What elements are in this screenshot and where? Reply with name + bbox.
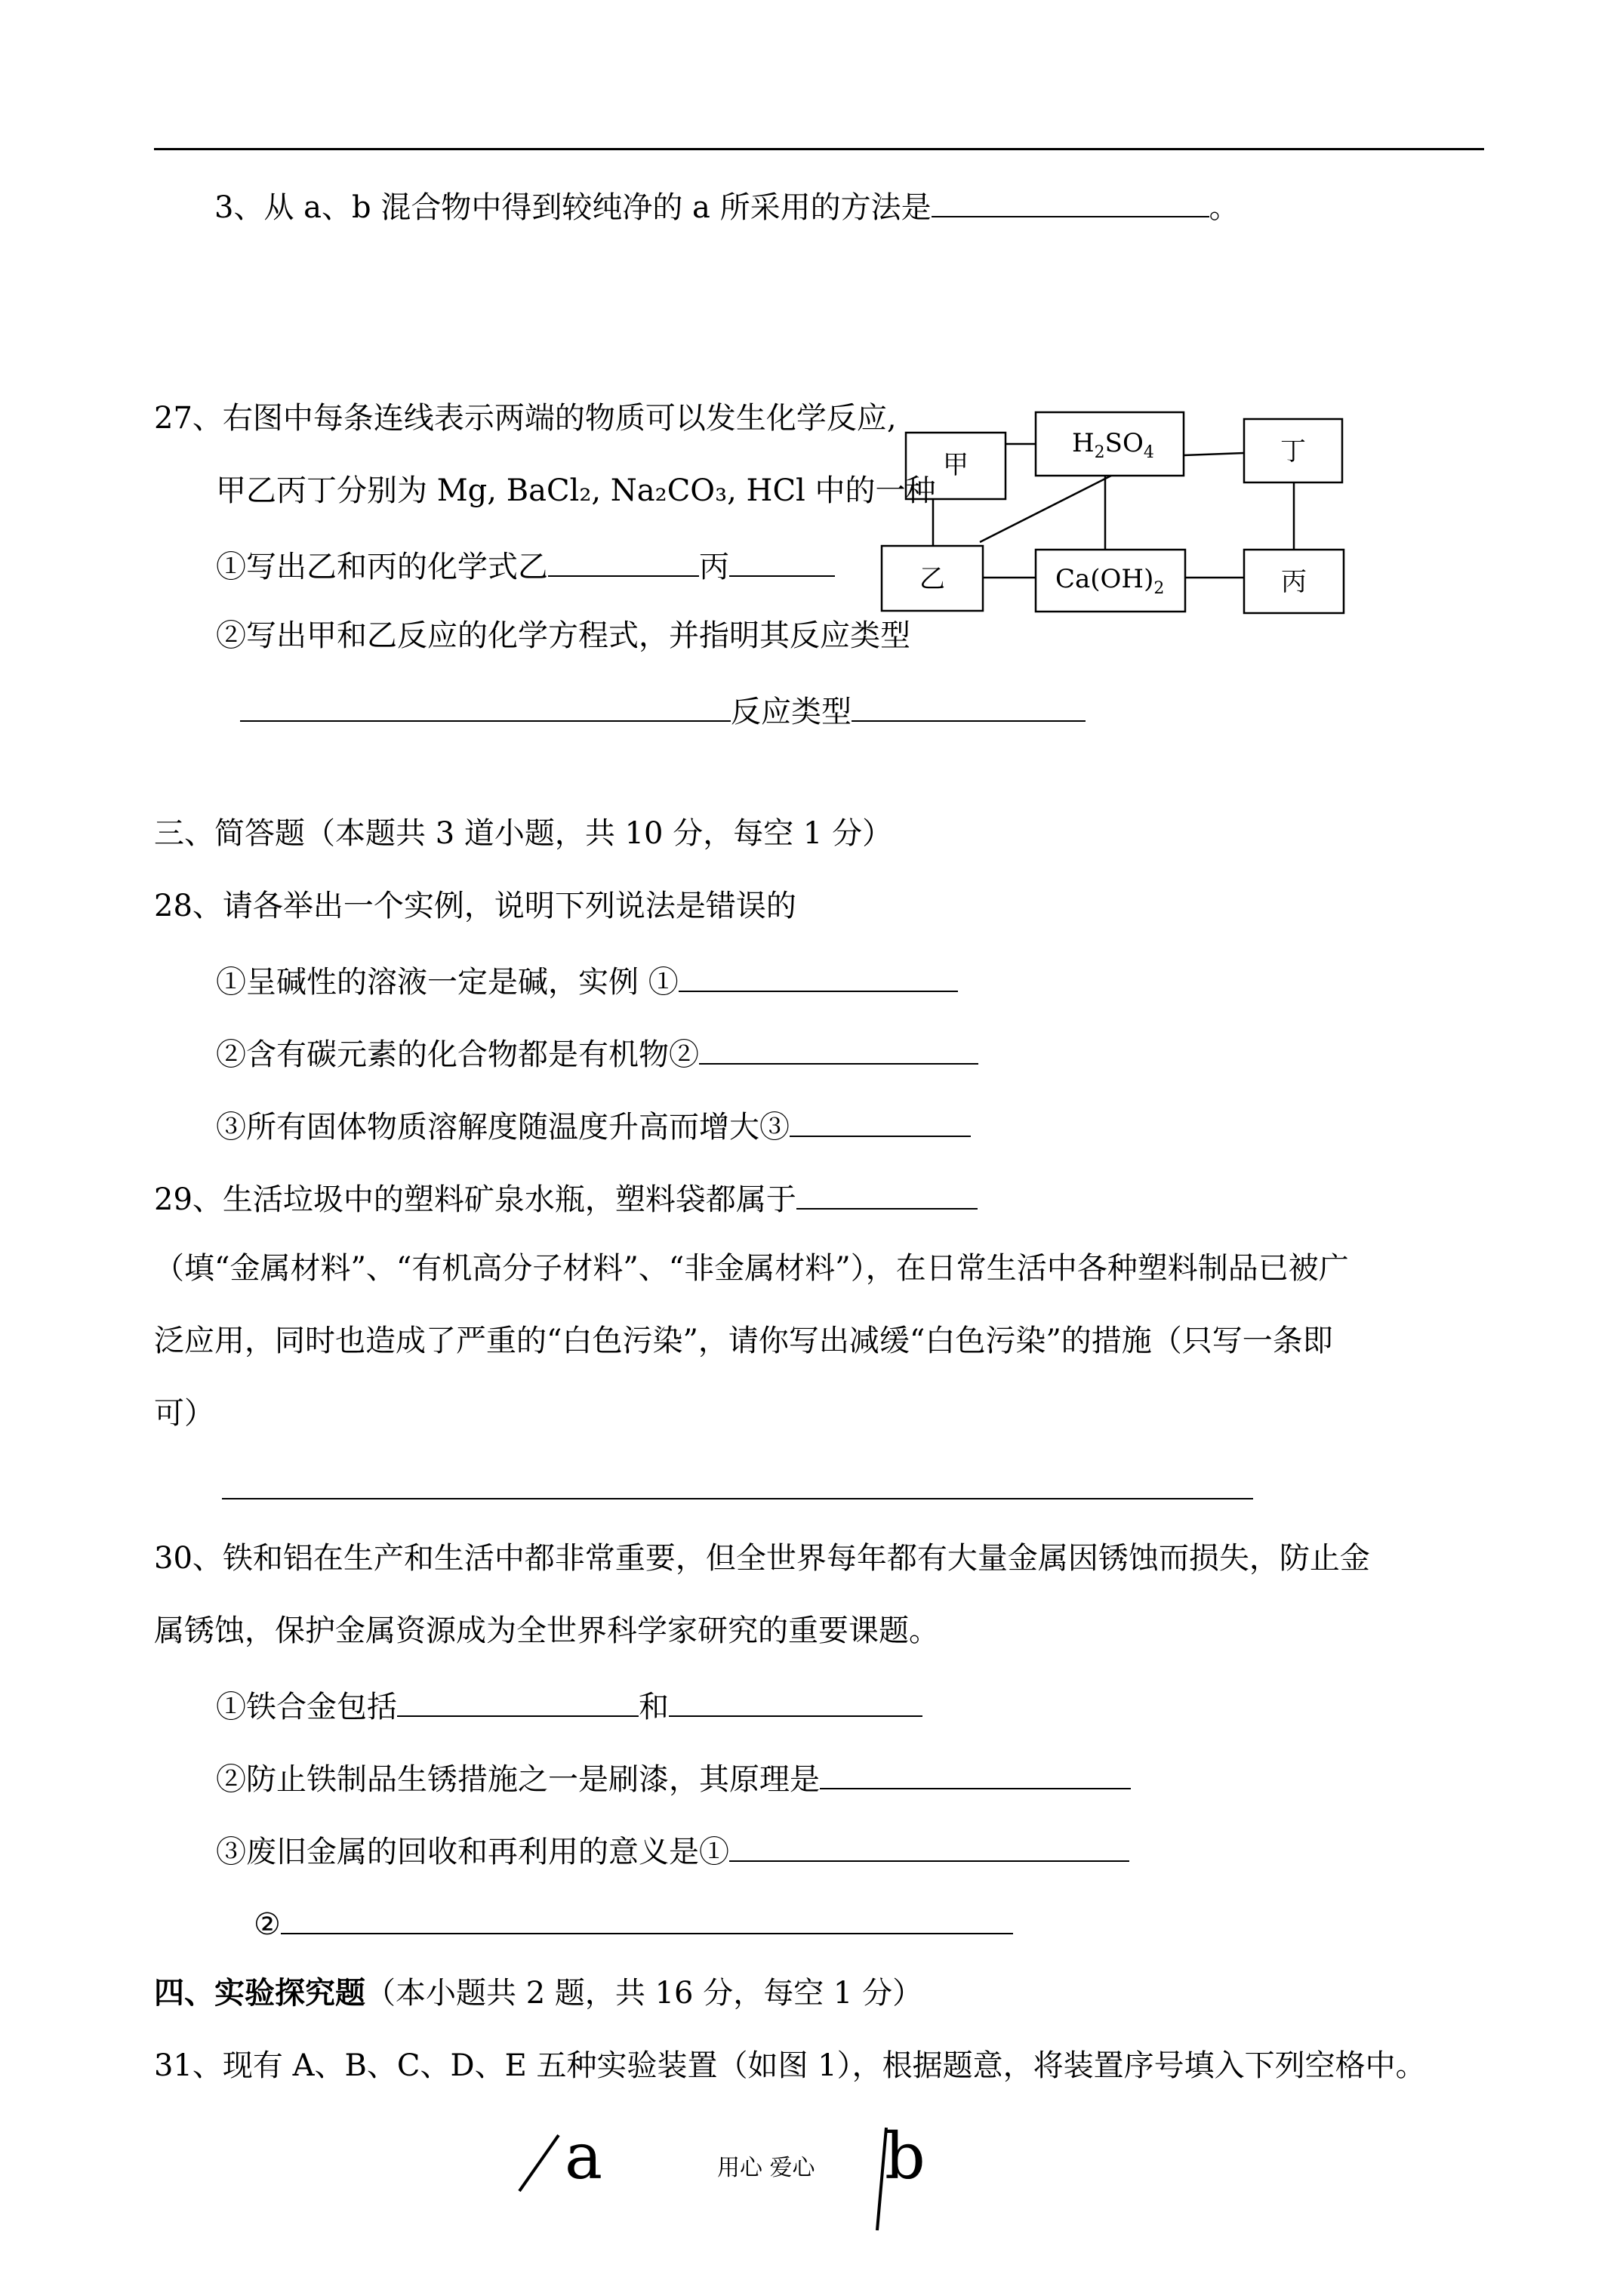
label-ding: 丁 <box>1280 436 1306 467</box>
answer-blank[interactable] <box>222 1468 1253 1499</box>
question-28-item2: ②含有碳元素的化合物都是有机物② <box>216 1033 978 1073</box>
question-30-line2: 属锈蚀，保护金属资源成为全世界科学家研究的重要课题。 <box>154 1613 939 1648</box>
answer-blank[interactable] <box>240 690 731 722</box>
answer-blank[interactable] <box>699 1033 978 1065</box>
question-27-line2: 甲乙丙丁分别为 Mg, BaCl₂, Na₂CO₃, HCl 中的一种 <box>216 473 936 508</box>
section-3-title: 三、简答题（本题共 3 道小题，共 10 分，每空 1 分） <box>154 816 893 851</box>
question-29-stem: 29、生活垃圾中的塑料矿泉水瓶，塑料袋都属于 <box>154 1178 978 1218</box>
label-caoh2: $Ca(OH)_2$ <box>1055 564 1165 598</box>
answer-blank[interactable] <box>852 690 1086 722</box>
answer-blank[interactable] <box>729 545 835 577</box>
answer-blank[interactable] <box>669 1685 922 1717</box>
question-27-equation-line: 反应类型 <box>240 690 1086 730</box>
question-29-answer-line <box>222 1468 1253 1508</box>
header-rule <box>154 148 1484 150</box>
link-h2so4-ding <box>1184 453 1244 455</box>
answer-blank[interactable] <box>729 1830 1129 1862</box>
question-31-stem: 31、现有 A、B、C、D、E 五种实验装置（如图 1），根据题意，将装置序号填入下列空格中。 <box>154 2048 1426 2083</box>
question-28-item3: ③所有固体物质溶解度随温度升高而增大③ <box>216 1105 971 1145</box>
question-28-item1: ①呈碱性的溶液一定是碱，实例 ① <box>216 960 958 1000</box>
question-29-line4: 可） <box>154 1396 214 1431</box>
question-28-stem: 28、请各举出一个实例，说明下列说法是错误的 <box>154 889 796 923</box>
question-27-item2: ②写出甲和乙反应的化学方程式，并指明其反应类型 <box>216 618 910 653</box>
label-h2so4: $H_2SO_4$ <box>1072 428 1154 462</box>
link-yi-h2so4 <box>980 476 1111 542</box>
label-yi: 乙 <box>919 564 945 594</box>
footer-text: 用心 爱心 <box>717 2155 815 2181</box>
footer-letter-b: b <box>885 2119 925 2193</box>
answer-blank[interactable] <box>820 1758 1131 1789</box>
question-26-3: 3、从 a、b 混合物中得到较纯净的 a 所采用的方法是 。 <box>214 186 1240 226</box>
question-27-stem: 27、右图中每条连线表示两端的物质可以发生化学反应, <box>154 401 897 436</box>
answer-blank[interactable] <box>932 186 1209 217</box>
answer-blank[interactable] <box>397 1685 639 1717</box>
question-29-line2: （填“金属材料”、“有机高分子材料”、“非金属材料”），在日常生活中各种塑料制品已被广 <box>154 1251 1349 1286</box>
question-30-stem: 30、铁和铝在生产和生活中都非常重要，但全世界每年都有大量金属因锈蚀而损失，防止金 <box>154 1541 1370 1576</box>
answer-blank[interactable] <box>790 1105 971 1137</box>
section-4-title: 四、实验探究题（本小题共 2 题，共 16 分，每空 1 分） <box>154 1975 923 2011</box>
question-29-line3: 泛应用，同时也造成了严重的“白色污染”，请你写出减缓“白色污染”的措施（只写一条即 <box>154 1324 1333 1358</box>
question-27-item1: ①写出乙和丙的化学式乙 丙 <box>216 545 835 585</box>
label-jia: 甲 <box>943 450 969 480</box>
question-30-item1: ①铁合金包括 和 <box>216 1685 922 1725</box>
answer-blank[interactable] <box>796 1178 978 1210</box>
reaction-diagram <box>868 393 1351 634</box>
question-30-item3: ③废旧金属的回收和再利用的意义是① <box>216 1830 1129 1870</box>
answer-blank[interactable] <box>281 1903 1013 1934</box>
label-bing: 丙 <box>1281 567 1307 597</box>
footer-letter-a: a <box>565 2119 603 2193</box>
question-30-item3-part2: ② <box>254 1903 1013 1943</box>
answer-blank[interactable] <box>679 960 958 992</box>
answer-blank[interactable] <box>548 545 699 577</box>
question-30-item2: ②防止铁制品生锈措施之一是刷漆，其原理是 <box>216 1758 1131 1798</box>
